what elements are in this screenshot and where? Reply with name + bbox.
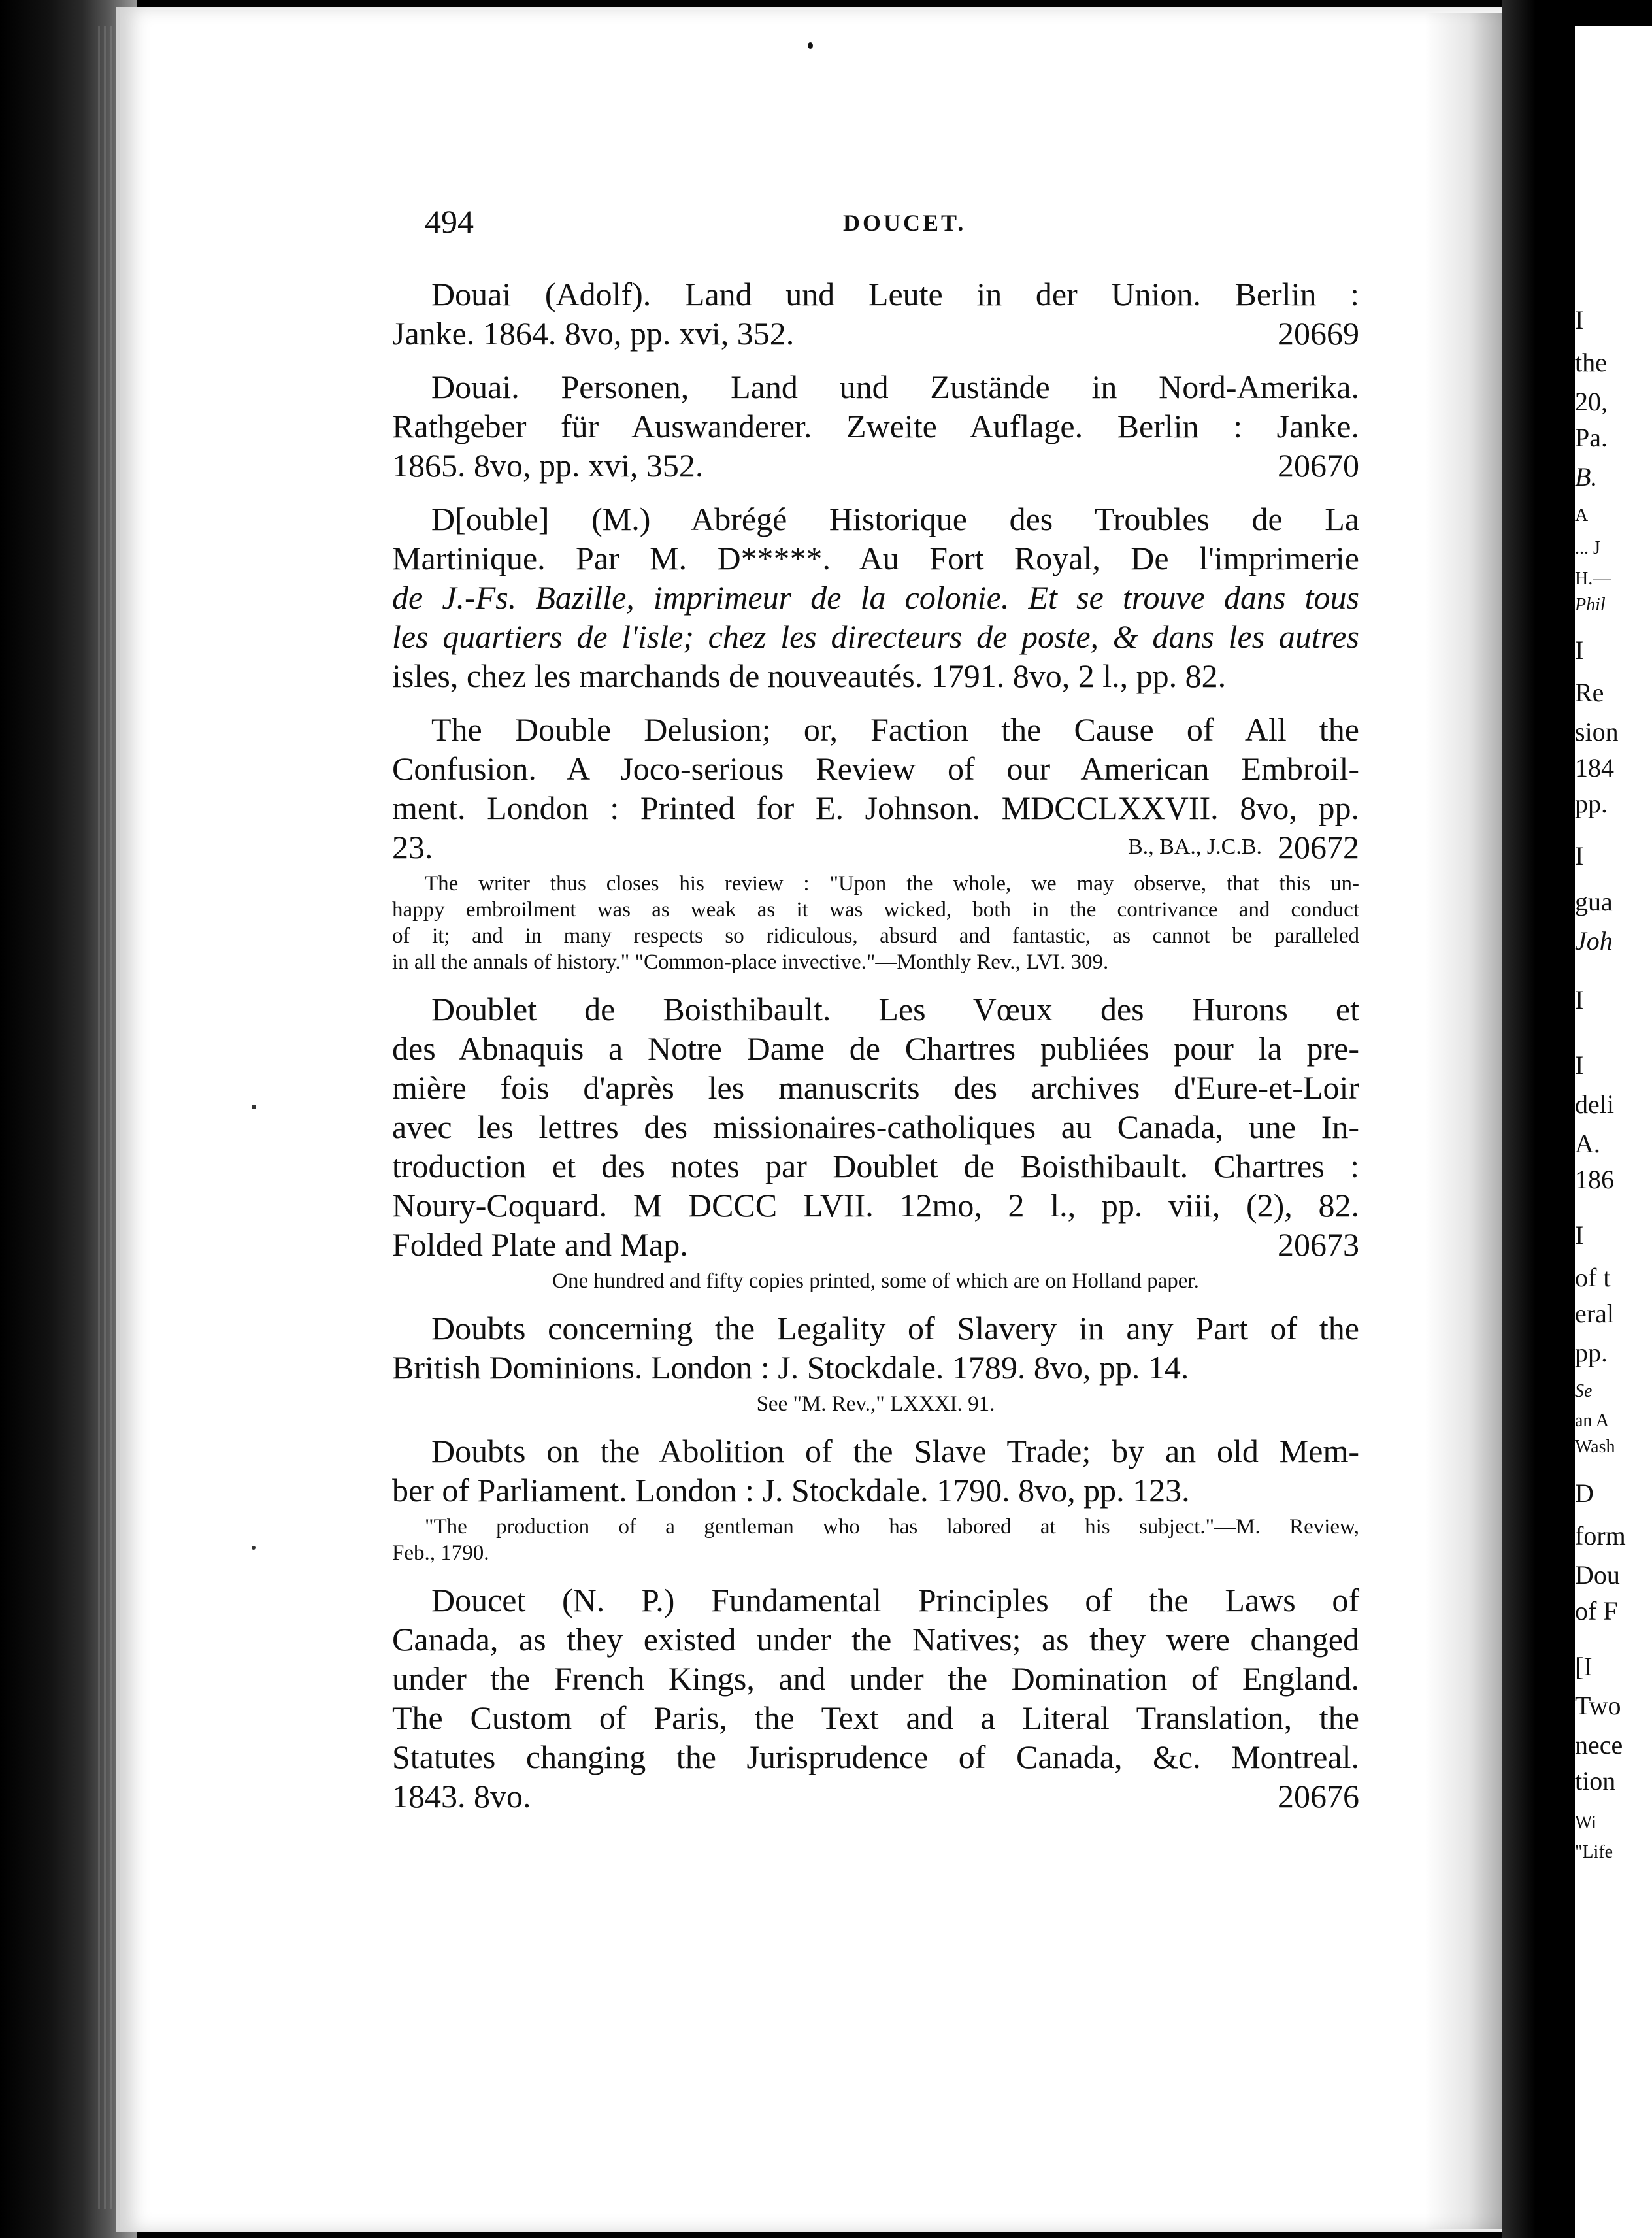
entry-line-text: 1843. 8vo. [392, 1778, 531, 1814]
facing-fragment: Se [1575, 1381, 1593, 1401]
facing-fragment: sion [1575, 717, 1619, 746]
entry-doucet [392, 1580, 1359, 1816]
entry-number: 20670 [1278, 447, 1359, 484]
facing-fragment: gua [1575, 887, 1613, 916]
entry-doublet [392, 990, 1359, 1294]
entry-double-delusion [392, 710, 1359, 975]
ink-speck [252, 1105, 256, 1109]
entry-line: Statutes changing the Jurisprudence of Canada, &c. Montreal. [392, 1739, 1359, 1775]
entry-line [392, 314, 1359, 353]
entry-line: Doucet (N. P.) Fundamental Principles of the Laws of [431, 1582, 1359, 1618]
facing-fragment: I [1575, 1050, 1584, 1080]
entry-line: Douai. Personen, Land und Zustände in Nord-Amerika. [431, 369, 1359, 405]
facing-fragment: tion [1575, 1766, 1616, 1795]
entry-line: under the French Kings, and under the Domination of England. [392, 1660, 1359, 1697]
facing-fragment: of F [1575, 1596, 1618, 1626]
facing-fragment: A. [1575, 1129, 1600, 1158]
note-line: of it; and in many respects so ridiculous, absurd and fantastic, as cannot be paralleled [392, 924, 1359, 948]
entry-line: Martinique. Par M. D*****. Au Fort Royal, De l'imprimerie [392, 540, 1359, 576]
entry-line [392, 1777, 1359, 1816]
note-line: The writer thus closes his review : "Upon the whole, we may observe, that this un- [425, 872, 1359, 895]
running-head: DOUCET. [843, 210, 966, 236]
entry-line: isles, chez les marchands de nouveautés. 1791. 8vo, 2 l., pp. 82. [392, 658, 1227, 694]
entry-line [392, 1225, 1359, 1264]
note-line: One hundred and fifty copies printed, some of which are on Holland paper. [552, 1269, 1199, 1293]
entry-douai-1 [392, 275, 1359, 353]
entry-line: ber of Parliament. London : J. Stockdale. 1790. 8vo, pp. 123. [392, 1472, 1190, 1509]
facing-fragment: ... J [1575, 538, 1600, 558]
entry-note [392, 871, 1359, 975]
facing-fragment: Phil [1575, 595, 1606, 615]
entry-number: 20669 [1278, 315, 1359, 352]
entry-line: D[ouble] (M.) Abrégé Historique des Troubles de La [431, 501, 1359, 537]
page-number: 494 [425, 203, 474, 240]
entry-line-text: Folded Plate and Map. [392, 1226, 688, 1263]
page-header [425, 203, 1353, 242]
entry-number: 20672 [1278, 829, 1359, 865]
entry-douai-2 [392, 367, 1359, 485]
entry-line: Confusion. A Joco-serious Review of our American Embroil- [392, 750, 1359, 787]
entry-line: troduction et des notes par Doublet de Boisthibault. Chartres : [392, 1148, 1359, 1184]
entry-line-text: 1865. 8vo, pp. xvi, 352. [392, 447, 704, 484]
facing-fragment: 20, [1575, 387, 1608, 416]
entry-line [392, 827, 1359, 867]
entry-number: 20673 [1278, 1226, 1359, 1263]
facing-fragment: I [1575, 985, 1584, 1014]
holdings-reference: B., BA., J.C.B. [1128, 835, 1262, 859]
gutter [1502, 0, 1587, 2238]
facing-fragment: H.— [1575, 569, 1611, 589]
entry-line: les quartiers de l'isle; chez les directeurs de poste, & dans les autres [392, 618, 1359, 655]
facing-fragment: Re [1575, 678, 1604, 707]
ink-speck [808, 42, 813, 49]
facing-fragment: Wi [1575, 1812, 1597, 1833]
facing-fragment: of t [1575, 1263, 1611, 1292]
ink-speck [252, 1546, 256, 1550]
entry-line: Douai (Adolf). Land und Leute in der Union. Berlin : [431, 276, 1359, 312]
note-line: See "M. Rev.," LXXXI. 91. [756, 1392, 995, 1416]
facing-fragment: Joh [1575, 926, 1613, 956]
entry-number: 20676 [1278, 1778, 1359, 1814]
facing-fragment: B. [1575, 462, 1598, 492]
facing-fragment: D [1575, 1478, 1594, 1508]
entry-line: des Abnaquis a Notre Dame de Chartres publiées pour la pre- [392, 1030, 1359, 1067]
facing-fragment: I [1575, 305, 1584, 335]
facing-fragment: form [1575, 1521, 1626, 1550]
facing-fragment: pp. [1575, 1338, 1608, 1367]
entry-note [392, 1514, 1359, 1566]
entry-line: The Custom of Paris, the Text and a Literal Translation, the [392, 1699, 1359, 1736]
facing-fragment: Two [1575, 1691, 1621, 1720]
facing-fragment: the [1575, 348, 1607, 377]
entry-line: Doubts concerning the Legality of Slavery in any Part of the [431, 1310, 1359, 1346]
note-line: happy embroilment was as weak as it was wicked, both in the contrivance and conduct [392, 898, 1359, 922]
entry-line-text: 23. [392, 829, 433, 865]
facing-fragment: Dou [1575, 1560, 1620, 1590]
facing-fragment: 184 [1575, 753, 1614, 782]
entry-line: The Double Delusion; or, Faction the Cause of All the [431, 711, 1359, 748]
entry-double [392, 499, 1359, 695]
facing-fragment: I [1575, 635, 1584, 665]
note-line: in all the annals of history." "Common-place invective."—Monthly Rev., LVI. 309. [392, 950, 1109, 974]
facing-fragment: [I [1575, 1652, 1593, 1681]
facing-fragment: Wash [1575, 1437, 1615, 1457]
entry-line: Canada, as they existed under the Natives; as they were changed [392, 1621, 1359, 1658]
entry-line: mière fois d'après les manuscrits des archives d'Eure-et-Loir [392, 1069, 1359, 1106]
facing-fragment: A [1575, 505, 1589, 526]
facing-fragment: eral [1575, 1299, 1614, 1328]
entry-doubts-slavery [392, 1309, 1359, 1417]
entry-line [392, 446, 1359, 485]
entry-line: Doublet de Boisthibault. Les Vœux des Hurons et [431, 991, 1359, 1027]
facing-fragment: I [1575, 1220, 1584, 1250]
facing-fragment: "Life [1575, 1842, 1613, 1862]
note-line: "The production of a gentleman who has labored at his subject."—M. Review, [425, 1515, 1359, 1539]
facing-fragment: nece [1575, 1730, 1623, 1760]
entry-line: ment. London : Printed for E. Johnson. MDCCLXXVII. 8vo, pp. [392, 790, 1359, 826]
facing-fragment: I [1575, 841, 1584, 871]
facing-fragment: deli [1575, 1090, 1614, 1119]
facing-fragment: 186 [1575, 1165, 1614, 1194]
entry-line: British Dominions. London : J. Stockdale. 1789. 8vo, pp. 14. [392, 1349, 1189, 1386]
note-line: Feb., 1790. [392, 1541, 489, 1565]
entry-line: Doubts on the Abolition of the Slave Trade; by an old Mem- [431, 1433, 1359, 1469]
entry-note [392, 1268, 1359, 1294]
entry-line: Noury-Coquard. M DCCC LVII. 12mo, 2 l., pp. viii, (2), 82. [392, 1187, 1359, 1224]
facing-fragment: an A [1575, 1411, 1610, 1431]
entry-note [392, 1391, 1359, 1417]
facing-fragment: Pa. [1575, 423, 1608, 452]
facing-page-fragment [1575, 26, 1652, 2238]
facing-fragment: pp. [1575, 789, 1608, 818]
entry-line: de J.-Fs. Bazille, imprimeur de la colonie. Et se trouve dans tous [392, 579, 1359, 616]
entry-doubts-abolition [392, 1431, 1359, 1566]
entry-line-text: Janke. 1864. 8vo, pp. xvi, 352. [392, 315, 795, 352]
entry-line: avec les lettres des missionaires-catholiques au Canada, une In- [392, 1109, 1359, 1145]
entry-line: Rathgeber für Auswanderer. Zweite Auflage. Berlin : Janke. [392, 408, 1359, 444]
page-body [392, 275, 1359, 1830]
